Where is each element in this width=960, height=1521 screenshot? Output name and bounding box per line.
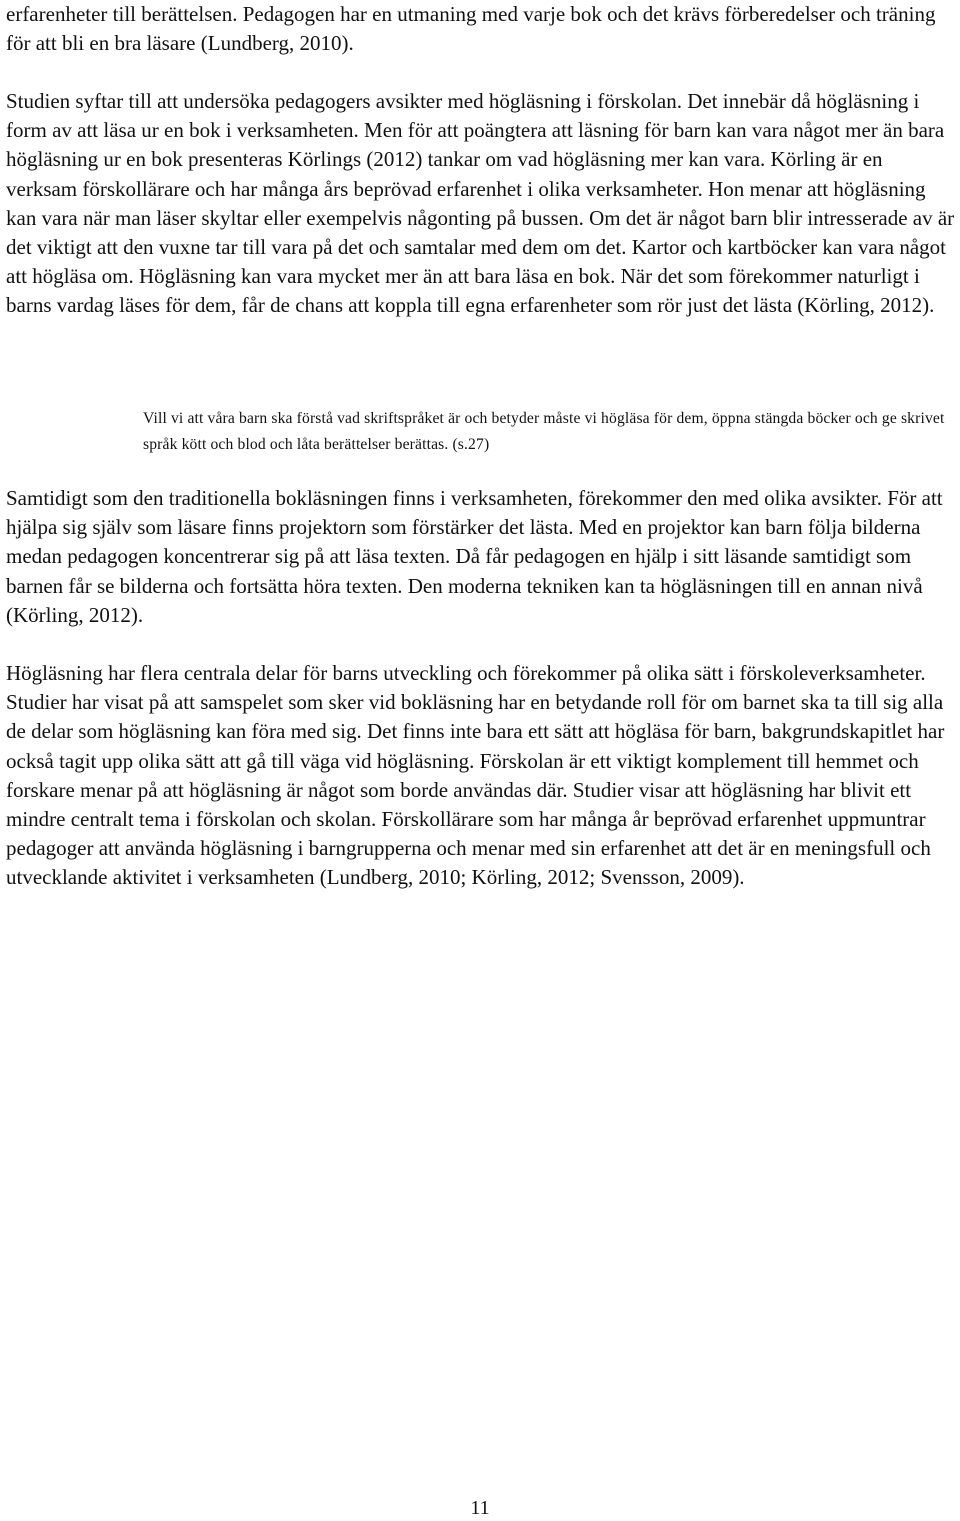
body-paragraph: Samtidigt som den traditionella bokläsningen finns i verksamheten, förekommer den med olika avsikter. För att hjälpa sig själv som läsare finns projektorn som förstärker det lästa. Med en projektor kan barn följa bilderna medan pedagogen koncentrerar sig på att läsa texten. Då får pedagogen en hjälp i sitt läsande samtidigt som barnen får se bilderna och fortsätta höra texten. Den moderna tekniken kan ta högläsningen till en annan nivå (Körling, 2012). <box>6 486 943 627</box>
block-quote: Vill vi att våra barn ska förstå vad skriftspråket är och betyder måste vi högläsa för dem, öppna stängda böcker och ge skrivet språk kött och blod och låta berättelser berättas. (s.27) <box>143 410 945 453</box>
page-number: 11 <box>470 1497 490 1519</box>
body-paragraph: Studien syftar till att undersöka pedagogers avsikter med högläsning i förskolan. Det innebär då högläsning i form av att läsa ur en bok i verksamheten. Men för att poängtera att läsning för barn kan vara något mer än bara högläsning ur en bok presenteras Körlings (2012) tankar om vad högläsning mer kan vara. Körling är en verksam förskollärare och har många års beprövad erfarenhet i olika verksamheter. Hon menar att högläsning kan vara när man läser skyltar eller exempelvis någonting på bussen. Om det är något barn blir intresserade av är det viktigt att den vuxne tar till vara på det och samtalar med dem om det. Kartor och kartböcker kan vara något att högläsa om. Högläsning kan vara mycket mer än att bara läsa en bok. När det som förekommer naturligt i barns vardag läses för dem, får de chans att koppla till egna erfarenheter som rör just det lästa (Körling, 2012). <box>6 89 955 318</box>
body-paragraph: Högläsning har flera centrala delar för barns utveckling och förekommer på olika sätt i förskoleverksamheter. Studier har visat på att samspelet som sker vid bokläsning har en betydande roll för om barnet ska ta till sig alla de delar som högläsning kan föra med sig. Det finns inte bara ett sätt att högläsa för barn, bakgrundskapitlet har också tagit upp olika sätt att gå till väga vid högläsning. Förskolan är ett viktigt komplement till hemmet och forskare menar på att högläsning är något som borde användas där. Studier visar att högläsning har blivit ett mindre centralt tema i förskolan och skolan. Förskollärare som har många år beprövad erfarenhet uppmuntrar pedagoger att använda högläsning i barngrupperna och menar med sin erfarenhet att det är en meningsfull och utvecklande aktivitet i verksamheten (Lundberg, 2010; Körling, 2012; Svensson, 2009). <box>6 661 945 890</box>
body-paragraph: erfarenheter till berättelsen. Pedagogen har en utmaning med varje bok och det krävs förberedelser och träning för att bli en bra läsare (Lundberg, 2010). <box>6 2 936 56</box>
